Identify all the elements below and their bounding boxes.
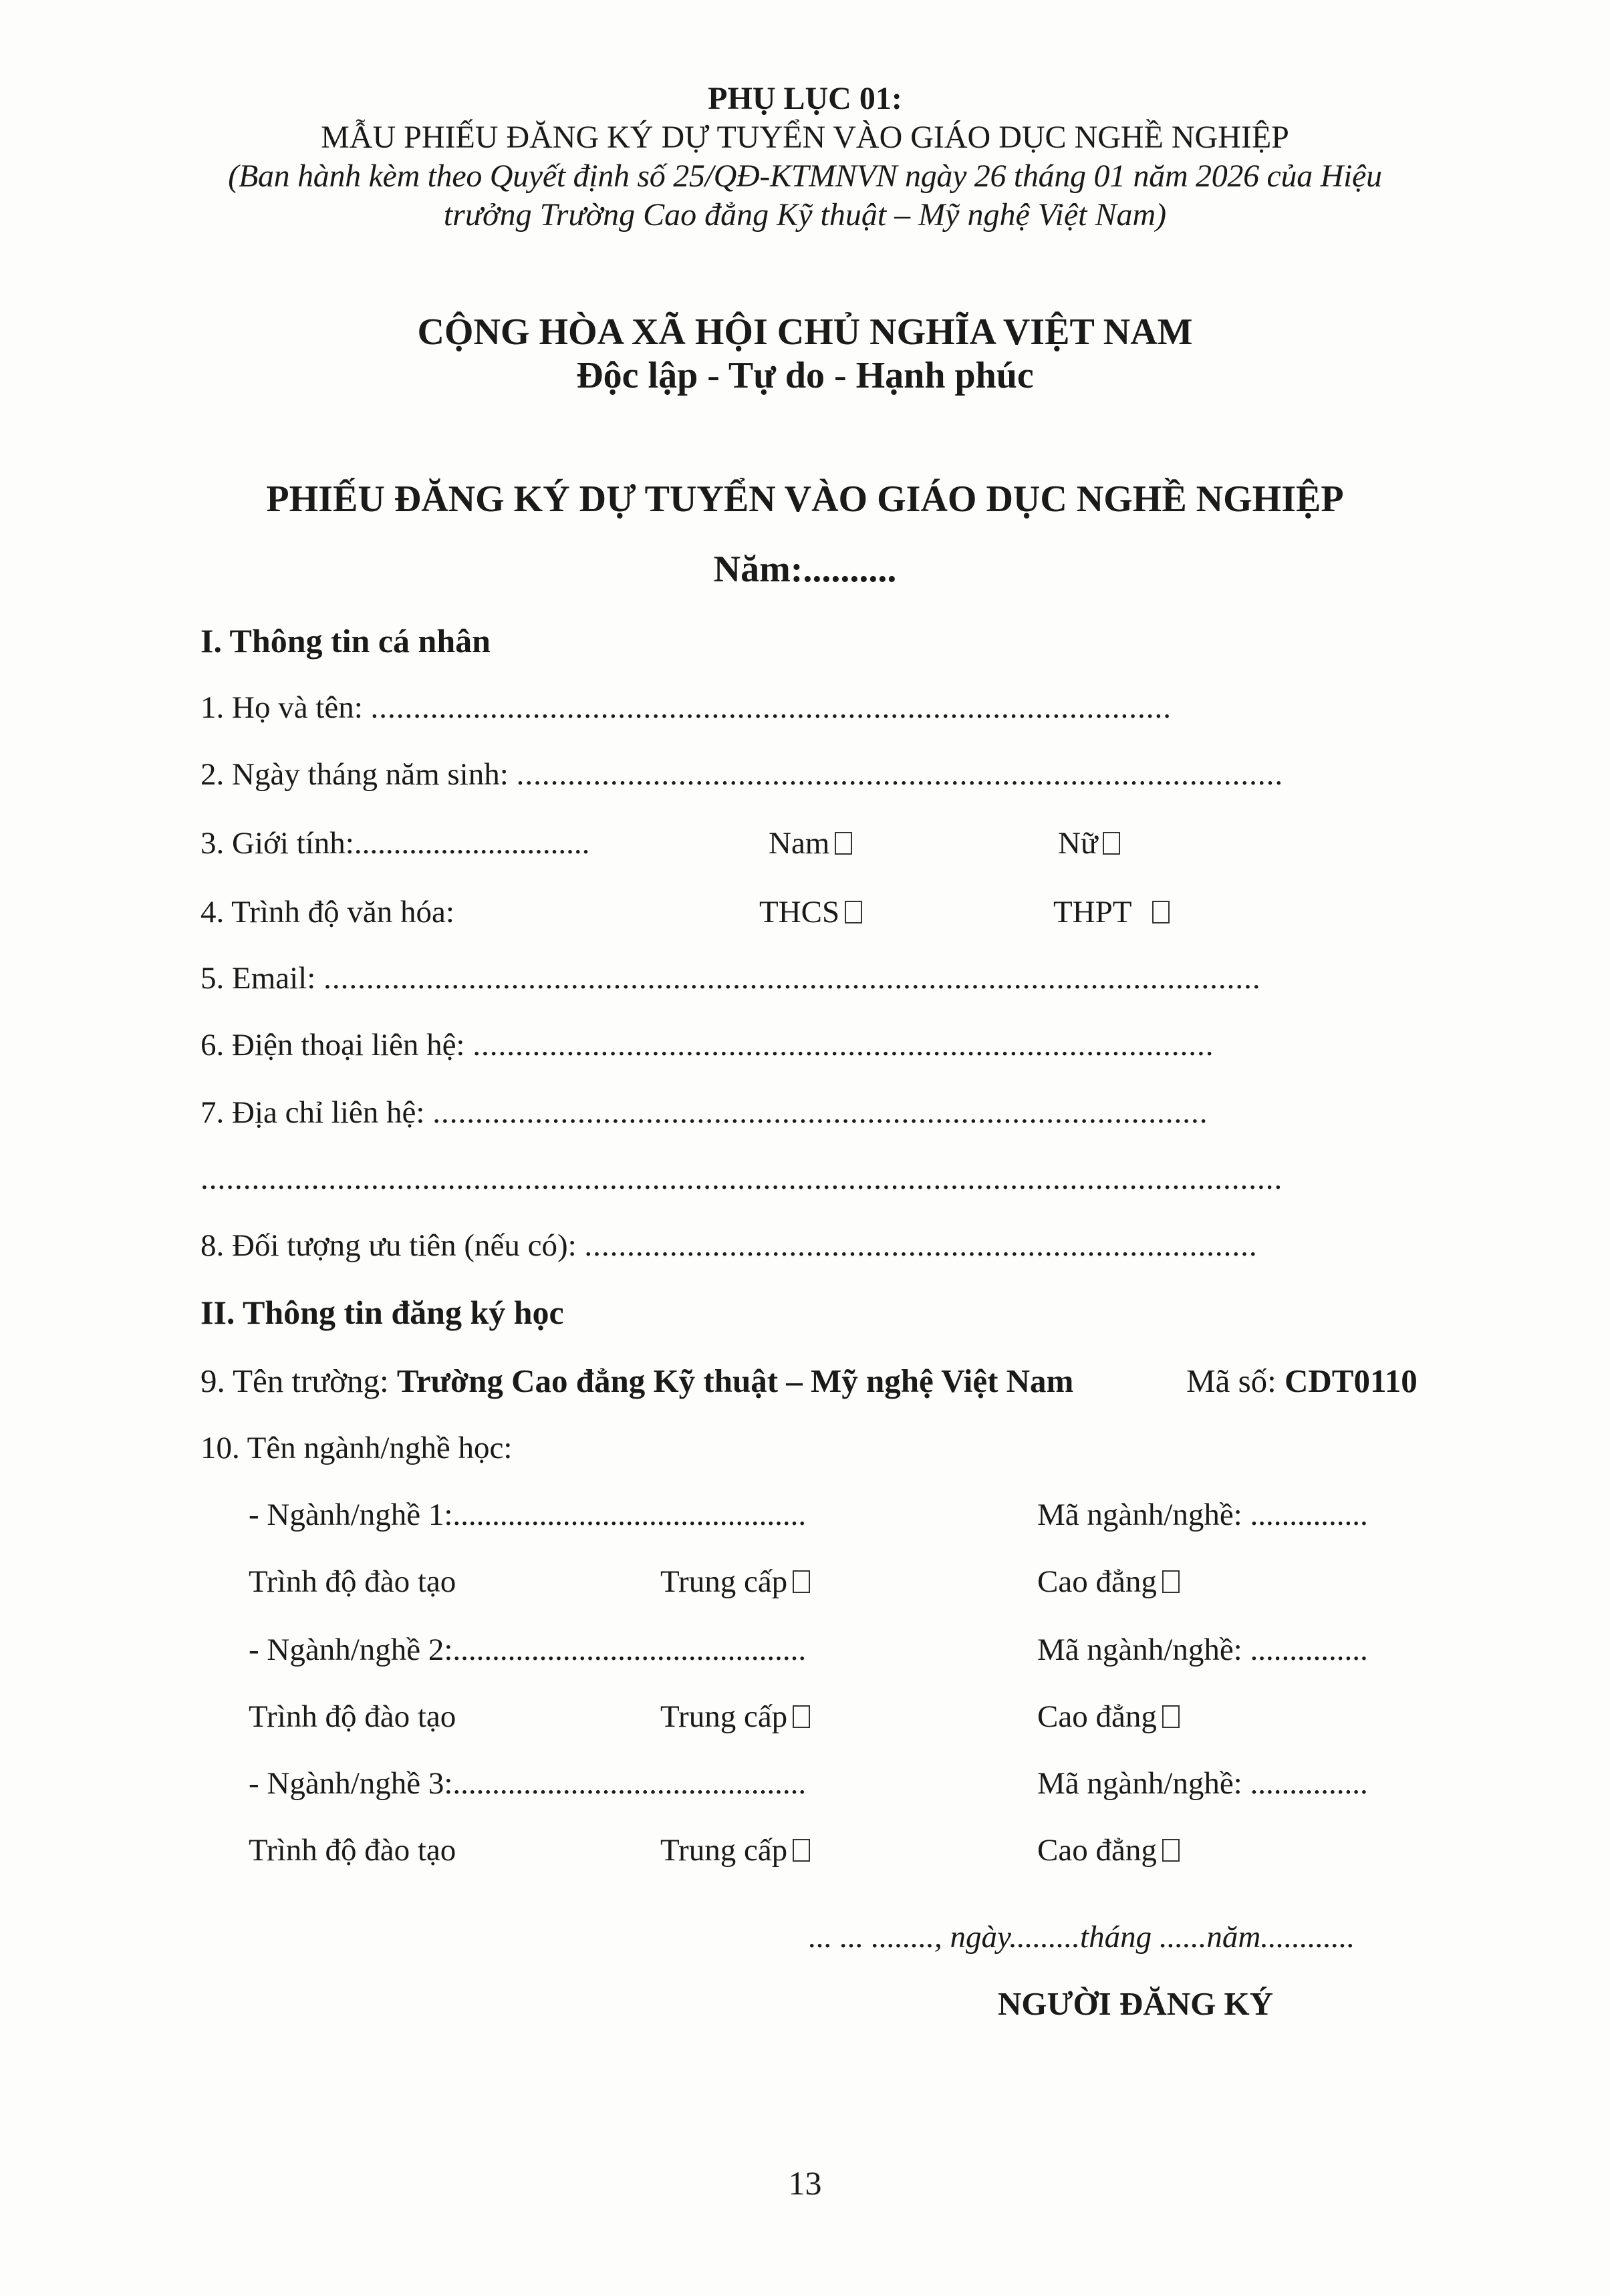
- major-3-cao-dang-label: Cao đẳng: [1037, 1833, 1157, 1868]
- education-thpt-checkbox[interactable]: [1152, 901, 1170, 923]
- national-motto: Độc lập - Tự do - Hạnh phúc: [576, 355, 1034, 396]
- address-field[interactable]: ...........................................................................................: [432, 1095, 1208, 1130]
- major-1-code-field[interactable]: Mã ngành/nghề: ...............: [1037, 1497, 1368, 1532]
- major-2-level-trung-cap[interactable]: [660, 1699, 810, 1735]
- major-3-cao-dang-checkbox[interactable]: [1162, 1839, 1180, 1862]
- school-code-label: Mã số:: [1186, 1362, 1285, 1399]
- education-label: 4. Trình độ văn hóa:: [200, 895, 454, 929]
- email-row: [200, 960, 1261, 996]
- major-1-trung-cap-label: Trung cấp: [660, 1564, 788, 1599]
- major-3-name-field[interactable]: - Ngành/nghề 3:.............................................: [249, 1766, 807, 1801]
- address-field-line-2[interactable]: ...............................................................................................................................: [200, 1161, 1283, 1196]
- phone-label: 6. Điện thoại liên hệ:: [200, 1028, 473, 1062]
- major-1-name-field[interactable]: - Ngành/nghề 1:.............................................: [249, 1497, 807, 1532]
- major-1-cao-dang-checkbox[interactable]: [1162, 1570, 1180, 1593]
- decree-line-1: (Ban hành kèm theo Quyết định số 25/QĐ-KTMNVN ngày 26 tháng 01 năm 2026 của Hiệu: [228, 158, 1382, 194]
- form-title: PHIẾU ĐĂNG KÝ DỰ TUYỂN VÀO GIÁO DỤC NGHỀ NGHIỆP: [266, 478, 1344, 520]
- address-row: [200, 1095, 1208, 1131]
- appendix-subtitle: MẪU PHIẾU ĐĂNG KÝ DỰ TUYỂN VÀO GIÁO DỤC NGHỀ NGHIỆP: [321, 120, 1289, 155]
- signer-title: NGƯỜI ĐĂNG KÝ: [998, 1985, 1273, 2022]
- education-thcs-checkbox[interactable]: [845, 901, 862, 923]
- major-1-cao-dang-label: Cao đẳng: [1037, 1564, 1157, 1599]
- gender-male-option[interactable]: [769, 825, 852, 861]
- major-2-trung-cap-label: Trung cấp: [660, 1699, 788, 1734]
- email-label: 5. Email:: [200, 961, 324, 996]
- priority-field[interactable]: ...............................................................................: [584, 1228, 1258, 1263]
- education-thcs-option[interactable]: [759, 894, 862, 930]
- priority-row: [200, 1228, 1258, 1264]
- year-field: Năm:..........: [713, 549, 897, 590]
- major-heading: 10. Tên ngành/nghề học:: [200, 1431, 513, 1465]
- major-3-trung-cap-label: Trung cấp: [660, 1833, 788, 1868]
- major-1-level-trung-cap[interactable]: [660, 1564, 810, 1600]
- major-3-level-label: Trình độ đào tạo: [249, 1833, 456, 1868]
- major-1-trung-cap-checkbox[interactable]: [793, 1570, 810, 1593]
- phone-field[interactable]: .......................................................................................: [473, 1028, 1214, 1062]
- email-field[interactable]: ..............................................................................................................: [323, 961, 1261, 996]
- school-label: 9. Tên trường:: [200, 1362, 397, 1399]
- major-2-trung-cap-checkbox[interactable]: [793, 1705, 810, 1728]
- nation-title: CỘNG HÒA XÃ HỘI CHỦ NGHĨA VIỆT NAM: [417, 311, 1193, 353]
- section-personal-info-title: I. Thông tin cá nhân: [200, 622, 491, 660]
- major-1-level-cao-dang[interactable]: [1037, 1564, 1180, 1600]
- full-name-field[interactable]: ..............................................................................................: [370, 690, 1172, 725]
- phone-row: [200, 1027, 1214, 1063]
- gender-label: 3. Giới tính:..............................: [200, 826, 590, 861]
- major-1-level-label: Trình độ đào tạo: [249, 1564, 456, 1599]
- appendix-title: PHỤ LỤC 01:: [708, 81, 902, 116]
- gender-male-label: Nam: [769, 826, 830, 861]
- priority-label: 8. Đối tượng ưu tiên (nếu có):: [200, 1228, 585, 1263]
- major-2-code-field[interactable]: Mã ngành/nghề: ...............: [1037, 1632, 1368, 1667]
- school-code-row: [1186, 1362, 1418, 1400]
- gender-female-checkbox[interactable]: [1103, 832, 1120, 855]
- address-label: 7. Địa chỉ liên hệ:: [200, 1095, 433, 1130]
- date-line[interactable]: ... ... ........, ngày.........tháng ......năm............: [809, 1920, 1355, 1955]
- major-2-name-field[interactable]: - Ngành/nghề 2:.............................................: [249, 1632, 807, 1667]
- dob-label: 2. Ngày tháng năm sinh:: [200, 757, 517, 792]
- school-name: Trường Cao đẳng Kỹ thuật – Mỹ nghệ Việt Nam: [396, 1362, 1074, 1399]
- major-2-level-cao-dang[interactable]: [1037, 1699, 1180, 1735]
- gender-female-option[interactable]: [1058, 825, 1120, 861]
- full-name-label: 1. Họ và tên:: [200, 690, 371, 725]
- major-3-level-cao-dang[interactable]: [1037, 1832, 1180, 1868]
- dob-row: [200, 756, 1283, 793]
- major-3-trung-cap-checkbox[interactable]: [793, 1839, 810, 1862]
- major-3-level-trung-cap[interactable]: [660, 1832, 810, 1868]
- dob-field[interactable]: ..........................................................................................: [516, 757, 1284, 792]
- gender-male-checkbox[interactable]: [835, 832, 852, 855]
- major-2-cao-dang-checkbox[interactable]: [1162, 1705, 1180, 1728]
- decree-line-2: trưởng Trường Cao đẳng Kỹ thuật – Mỹ nghệ Việt Nam): [443, 197, 1167, 233]
- major-2-cao-dang-label: Cao đẳng: [1037, 1699, 1157, 1734]
- page-number: 13: [788, 2164, 822, 2202]
- education-thpt-option[interactable]: [1053, 894, 1170, 930]
- education-thpt-label: THPT: [1053, 895, 1132, 929]
- school-code-value: CDT0110: [1285, 1362, 1418, 1399]
- major-3-code-field[interactable]: Mã ngành/nghề: ...............: [1037, 1766, 1368, 1801]
- full-name-row: [200, 690, 1172, 726]
- section-registration-title: II. Thông tin đăng ký học: [200, 1294, 564, 1331]
- gender-female-label: Nữ: [1058, 826, 1098, 861]
- education-thcs-label: THCS: [759, 895, 840, 929]
- major-2-level-label: Trình độ đào tạo: [249, 1699, 456, 1734]
- school-row: [200, 1362, 1073, 1400]
